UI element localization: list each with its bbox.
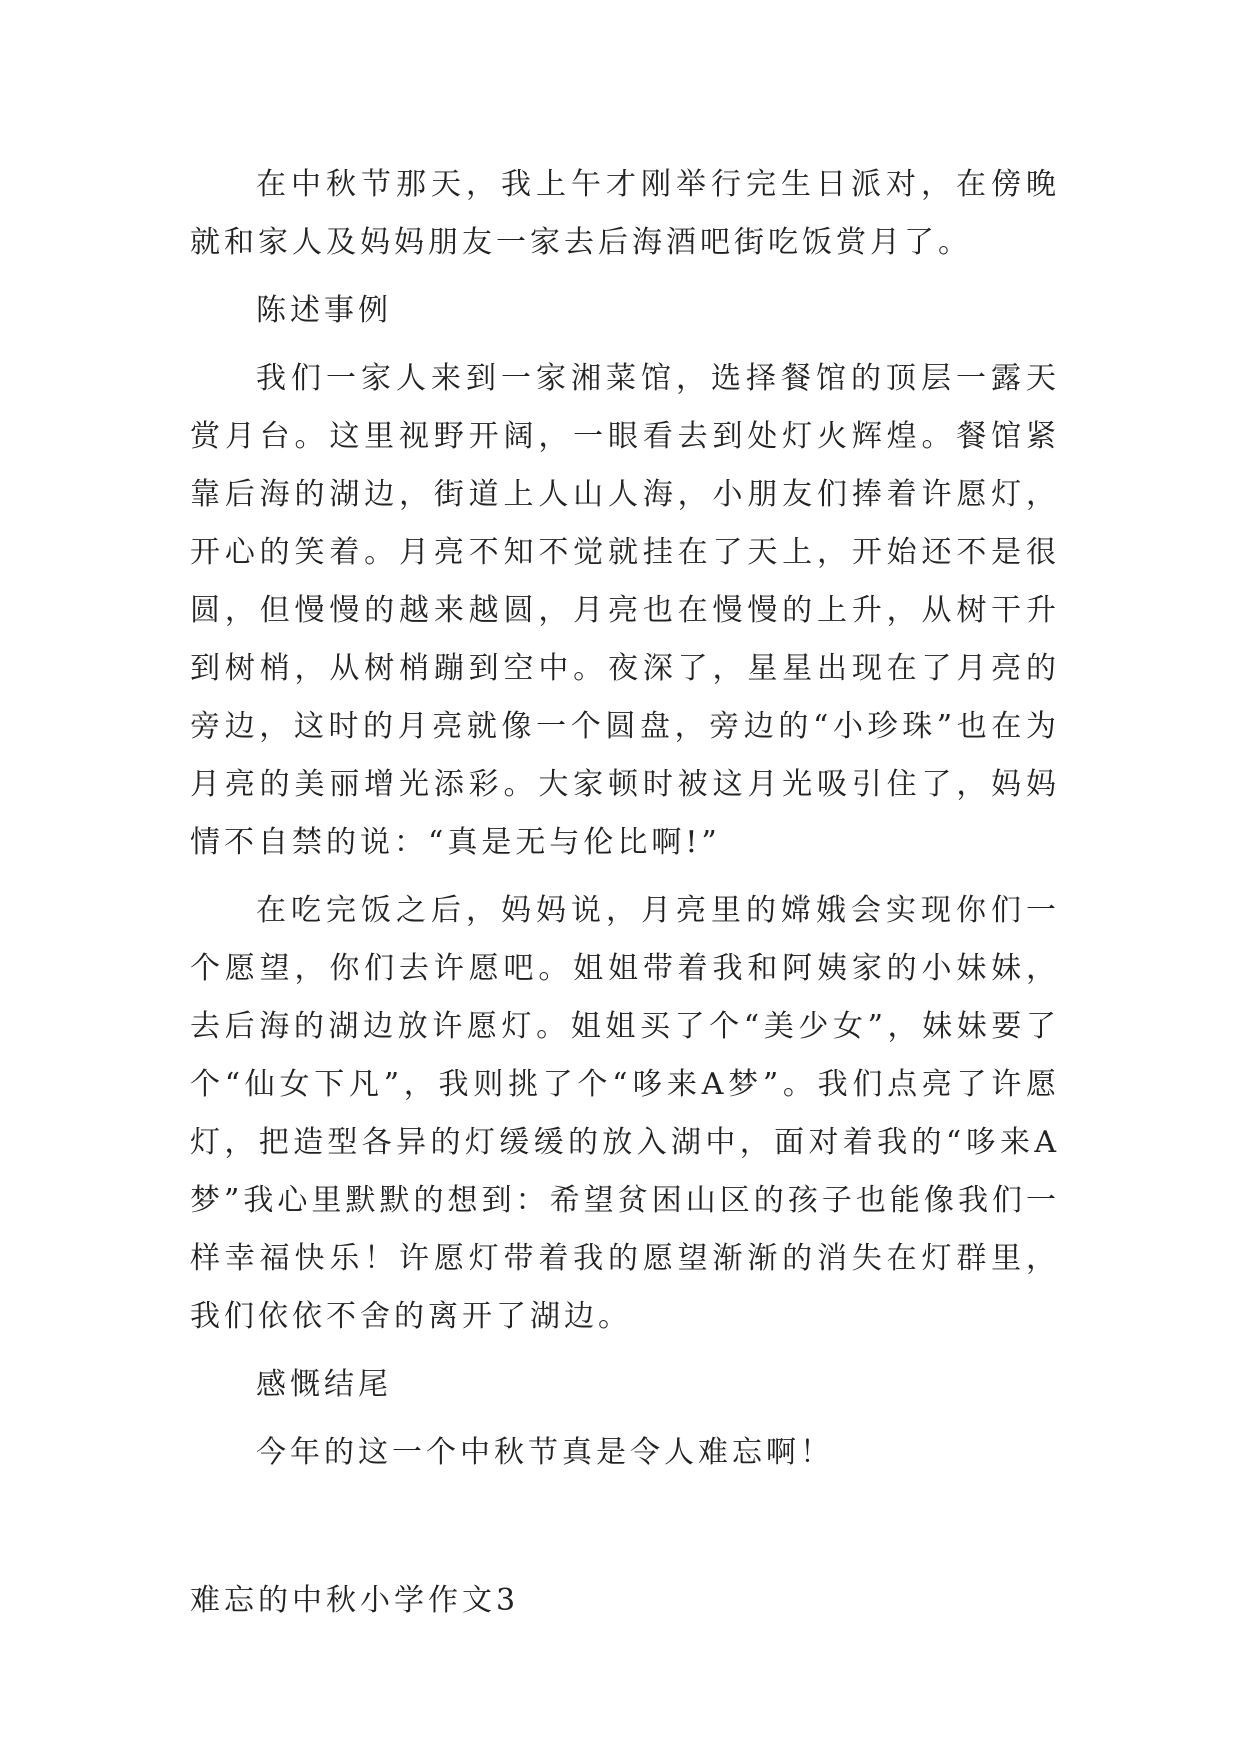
essay-heading: 难忘的中秋小学作文3 xyxy=(190,1583,520,1618)
paragraph-wish-lanterns: 在吃完饭之后，妈妈说，月亮里的嫦娥会实现你们一个愿望，你们去许愿吧。姐姐带着我和阿姨家的小妹妹，去后海的湖边放许愿灯。姐姐买了个“美少女”，妹妹要了个“仙女下凡”，我则挑了个“哆来A梦”。我们点亮了许愿灯，把造型各异的灯缓缓的放入湖中，面对着我的“哆来A梦”我心里默默的想到：希望贫困山区的孩子也能像我们一样幸福快乐！许愿灯带着我的愿望渐渐的消失在灯群里，我们依依不舍的离开了湖边。 xyxy=(190,893,1060,1334)
paragraph-closing: 今年的这一个中秋节真是令人难忘啊！ xyxy=(256,1435,834,1470)
spacer xyxy=(190,1346,1060,1356)
document-body xyxy=(190,156,1060,1630)
spacer xyxy=(190,272,1060,282)
paragraph-restaurant: 我们一家人来到一家湘菜馆，选择餐馆的顶层一露天赏月台。这里视野开阔，一眼看去到处灯火辉煌。餐馆紧靠后海的湖边，街道上人山人海，小朋友们捧着许愿灯，开心的笑着。月亮不知不觉就挂在了天上，开始还不是很圆，但慢慢的越来越圆，月亮也在慢慢的上升，从树干升到树梢，从树梢蹦到空中。夜深了，星星出现在了月亮的旁边，这时的月亮就像一个圆盘，旁边的“小珍珠”也在为月亮的美丽增光添彩。大家顿时被这月光吸引住了，妈妈情不自禁的说：“真是无与伦比啊!” xyxy=(190,361,1060,860)
spacer xyxy=(190,1482,1060,1572)
section-label-narration: 陈述事例 xyxy=(256,293,392,328)
spacer xyxy=(190,340,1060,350)
paragraph-intro: 在中秋节那天，我上午才刚举行完生日派对，在傍晚就和家人及妈妈朋友一家去后海酒吧街吃饭赏月了。 xyxy=(190,167,1060,260)
spacer xyxy=(190,1414,1060,1424)
spacer xyxy=(190,872,1060,882)
section-label-conclusion: 感慨结尾 xyxy=(256,1367,392,1402)
